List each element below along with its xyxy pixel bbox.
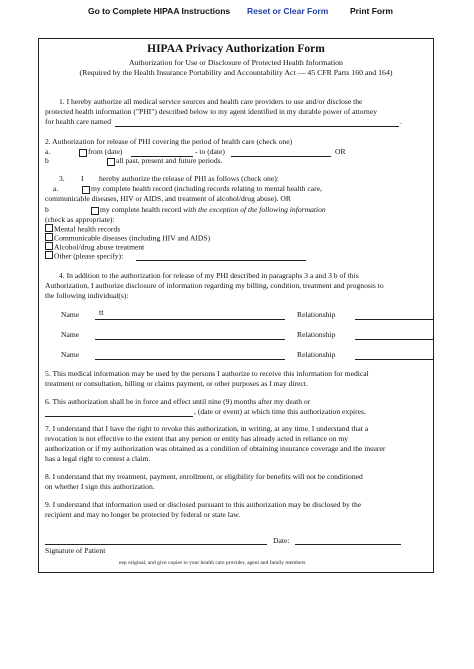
p2-a-label: a.	[45, 147, 51, 156]
p2-from-label: from (date)	[88, 147, 123, 156]
p3-i: I	[81, 174, 84, 183]
p4-line1: 4. In addition to the authorization for release of my PHI described in paragraphs 3 a and 3 b of this	[59, 271, 359, 280]
p1-line1: 1. I hereby authorize all medical service sources and health care providers to use and/or disclose the	[59, 97, 363, 106]
expiration-event-field[interactable]	[45, 416, 193, 417]
name-label: Name	[61, 330, 80, 339]
p1-period: .	[400, 117, 402, 126]
footer-note: eep original, and give copies to your health care provider, agent and family members	[119, 560, 306, 566]
authorization-form	[38, 38, 434, 573]
name-label: Name	[61, 350, 80, 359]
p2-heading: 2. Authorization for release of PHI covering the period of health care (check one)	[45, 137, 293, 146]
p2-to-label: - to (date)	[195, 147, 225, 156]
p1-line3: for health care named	[45, 117, 111, 126]
exception-record-checkbox[interactable]	[91, 207, 99, 215]
p5-line1: 5. This medical information may be used by the persons I authorize to receive this information for medical	[45, 369, 369, 378]
p3-b-label: b	[45, 205, 49, 214]
name-1-value: tt	[99, 308, 104, 317]
alcohol-label: Alcohol/drug abuse treatment	[54, 242, 145, 252]
p7-line4: has a legal right to contest a claim.	[45, 454, 151, 463]
p9-line2: recipient and may no longer be protected by federal or state law.	[45, 510, 241, 519]
option-other[interactable]	[45, 251, 123, 262]
top-toolbar	[0, 0, 474, 28]
print-form-link[interactable]: Print Form	[350, 6, 393, 16]
other-checkbox[interactable]	[45, 251, 53, 259]
p3-heading: hereby authorize the release of PHI as follows (check one):	[99, 174, 279, 183]
date-label: Date:	[273, 536, 290, 545]
p3-a-line2: communicable diseases, HIV or AIDS, and treatment of alcohol/drug abuse). OR	[45, 194, 291, 203]
relationship-label: Relationship	[297, 310, 336, 319]
complete-record-checkbox[interactable]	[82, 186, 90, 194]
name-label: Name	[61, 310, 80, 319]
p8-line2: on whether I sign this authorization.	[45, 482, 155, 491]
form-regulation-note: (Required by the Health Insurance Portability and Accountability Act — 45 CFR Parts 160 and 164)	[79, 68, 393, 77]
alcohol-checkbox[interactable]	[45, 242, 53, 250]
p1-line2: protected health information ("PHI") described below to my agent identified in my durable power of attorney	[45, 107, 377, 116]
p7-line2: revocation is not effective to the extent that any person or entity has already acted in reliance on my	[45, 434, 349, 443]
form-title: HIPAA Privacy Authorization Form	[147, 43, 325, 55]
name-3-field[interactable]	[95, 359, 285, 360]
p4-line2: Authorization, I authorize disclosure of information regarding my billing, condition, treatment and prognosis to	[45, 281, 384, 290]
relationship-3-field[interactable]	[355, 359, 433, 360]
p3-number: 3.	[59, 174, 65, 183]
p3-b-text-wrap	[100, 205, 326, 215]
signature-date-field[interactable]	[295, 544, 401, 545]
p3-b-italic: with the exception of the following information	[183, 205, 326, 214]
p6-line1: 6. This authorization shall be in force and effect until nine (9) months after my death or	[45, 397, 311, 406]
p4-line3: the following individual(s):	[45, 291, 129, 300]
p2-or: OR	[335, 147, 346, 156]
p3-check-appropriate: (check as appropriate):	[45, 215, 115, 224]
name-1-field[interactable]	[95, 319, 285, 320]
communicable-label: Communicable diseases (including HIV and AIDS)	[54, 233, 211, 243]
name-2-field[interactable]	[95, 339, 285, 340]
signature-field[interactable]	[45, 544, 267, 545]
p3-a-text: my complete health record (including records relating to mental health care,	[91, 184, 322, 193]
signature-label: Signature of Patient	[45, 546, 106, 555]
p9-line1: 9. I understand that information used or disclosed pursuant to this authorization may be disclosed by the	[45, 500, 362, 509]
communicable-checkbox[interactable]	[45, 233, 53, 241]
form-subtitle: Authorization for Use or Disclosure of Protected Health Information	[129, 58, 343, 67]
relationship-label: Relationship	[297, 350, 336, 359]
other-label: Other (please specify):	[54, 251, 124, 261]
relationship-2-field[interactable]	[355, 339, 433, 340]
all-periods-checkbox[interactable]	[107, 158, 115, 166]
p7-line3: authorization or if my authorization was obtained as a condition of obtaining insurance coverage and the insurer	[45, 444, 386, 453]
p6-line2: , (date or event) at which time this authorization expires.	[194, 407, 366, 416]
relationship-1-field[interactable]	[355, 319, 433, 320]
period-dates-checkbox[interactable]	[79, 149, 87, 157]
p8-line1: 8. I understand that my treatment, payment, enrollment, or eligibility for benefits will not be conditioned	[45, 472, 363, 481]
relationship-label: Relationship	[297, 330, 336, 339]
agent-name-field[interactable]	[115, 126, 399, 127]
p7-line1: 7. I understand that I have the right to revoke this authorization, in writing, at any time. I understand that a	[45, 424, 369, 433]
p3-a-label: a.	[53, 184, 59, 193]
p5-line2: treatment or consultation, billing or claims payment, or other purposes as I may direct.	[45, 379, 308, 388]
reset-form-link[interactable]: Reset or Clear Form	[247, 6, 329, 16]
instructions-link[interactable]: Go to Complete HIPAA Instructions	[88, 6, 231, 16]
p2-b-label: b	[45, 156, 49, 165]
other-specify-field[interactable]	[136, 260, 306, 261]
mental-health-checkbox[interactable]	[45, 224, 53, 232]
p2-all-periods: all past, present and future periods.	[116, 156, 223, 165]
to-date-field[interactable]	[231, 156, 331, 157]
mental-health-label: Mental health records	[54, 224, 121, 234]
p3-b-text: my complete health record	[100, 205, 182, 214]
